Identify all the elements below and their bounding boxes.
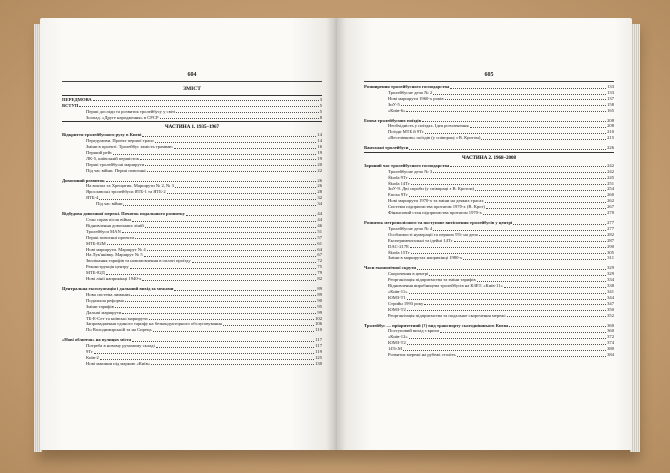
toc-entry-title: ЮМЗ-Т2	[388, 306, 406, 312]
dot-leader	[147, 250, 317, 251]
toc-entry-title: ЮМЗ-Т2	[388, 340, 406, 346]
toc-entry-title: Нові маршрути 1970-х та зміни на деяких трасах	[388, 198, 484, 204]
toc-entry-page: 64	[317, 246, 322, 252]
toc-entry-title: «Київ-6»	[388, 107, 406, 113]
dot-leader	[407, 344, 606, 345]
dot-leader	[409, 178, 606, 179]
toc-entry-title: Зоопад. «Друге народження» в СРСР	[86, 114, 159, 120]
toc-entry-title: Часи економічної скрути	[364, 265, 417, 271]
dot-leader	[422, 121, 606, 122]
toc-entry-title: Тролейбусне депо № 4	[388, 225, 433, 231]
toc-entry-page: 119	[315, 349, 322, 355]
toc-block	[62, 178, 322, 208]
dot-leader	[122, 232, 317, 233]
dot-leader	[486, 208, 606, 209]
toc-entry-title: ТБ-Е-Сет та київські маршрути	[86, 315, 148, 321]
toc-entry-title: Тролейбусне депо № 3	[388, 168, 433, 174]
toc-entry-title: ВСТУП	[62, 102, 79, 108]
dot-leader	[457, 356, 607, 357]
dot-leader	[106, 181, 317, 182]
dot-leader	[99, 199, 316, 200]
toc-entry-title: Перші повоєнні проекти	[86, 234, 134, 240]
dot-leader	[156, 347, 314, 348]
dot-leader	[132, 341, 314, 342]
toc-entry-page: 329	[607, 265, 614, 271]
dot-leader	[481, 139, 606, 140]
toc-entry-page: 90	[317, 297, 322, 303]
toc-entry-title: Перші досліди та розвиток тролейбусу у світі	[86, 108, 176, 114]
toc-entry-page: 34	[317, 201, 322, 207]
toc-entry-page: 344	[607, 294, 614, 300]
dot-leader	[454, 241, 607, 242]
dot-leader	[131, 295, 316, 296]
dot-leader	[406, 111, 606, 112]
toc-entry-title: Розвиток мережі на рубежі століть	[388, 352, 456, 358]
dot-leader	[411, 184, 606, 185]
toc-entry-page: 79	[317, 270, 322, 276]
toc-entry-page: 5	[319, 102, 322, 108]
toc-entry-title: На Лук'янівку. Маршрут № 5	[86, 252, 143, 258]
chapter-title: ЧАСТИНА 2. 1968–2008	[461, 155, 517, 161]
dot-leader	[485, 202, 606, 203]
toc-entry-page: 102	[315, 315, 322, 321]
toc-entry-title: Škoda 9Тг	[388, 174, 408, 180]
dot-leader	[513, 224, 606, 225]
toc-entry-page: 360	[607, 322, 614, 328]
toc-block	[364, 220, 614, 261]
dot-leader	[477, 281, 606, 282]
toc-entry-page: 14	[317, 138, 322, 144]
toc-entry-page: 165	[607, 107, 614, 113]
dot-leader	[192, 262, 317, 263]
dot-leader	[475, 190, 606, 191]
toc-entry-title: Перші тролейбусні маршрути	[86, 161, 145, 167]
toc-entry-page: 61	[317, 240, 322, 246]
toc-entry-title: ЯТБ-4	[86, 195, 99, 201]
dot-leader	[223, 325, 314, 326]
toc-entry-title: Передумови. Проект першої траси	[86, 138, 154, 144]
toc-entry-page: 72	[317, 258, 322, 264]
toc-entry-title: Škoda 14Тг	[388, 180, 410, 186]
dot-leader	[176, 112, 318, 113]
toc-entry-title: Вантажні тролейбуси	[364, 145, 409, 151]
dot-leader	[155, 142, 317, 143]
dot-leader	[409, 196, 606, 197]
dot-leader	[433, 230, 606, 231]
toc-entry-title: Перший рейс	[86, 149, 113, 155]
toc-entry-title: Реконструкція центру	[86, 264, 129, 270]
toc-entry-page: 347	[607, 300, 614, 306]
dot-leader	[140, 159, 316, 160]
toc-entry-title: Тролейбус — пріоритетний (?) вид транспорту сьогоднішнього Києва	[364, 322, 509, 328]
toc-entry-title: По Володимирській та на Сирець	[86, 327, 152, 333]
toc-entry-title: Потреба в новому рухомому складі	[86, 343, 155, 349]
toc-entry-page: 374	[607, 340, 614, 346]
toc-entry-page: 117	[315, 337, 322, 343]
dot-leader	[122, 313, 316, 314]
toc-entry-title: Реорганізація підприємства та зміни тарифів	[388, 277, 476, 283]
toc-block	[364, 323, 614, 358]
toc-entry-page: 372	[607, 334, 614, 340]
toc-entry-title: 9Тг	[86, 349, 93, 355]
dot-leader	[153, 331, 315, 332]
toc-entry-page: 254	[607, 186, 614, 192]
dot-leader	[160, 118, 319, 119]
page-number-right: 605	[484, 72, 494, 78]
toc-entry-title: Системи підприємства протягом 1970-х (В. Крот)	[388, 204, 485, 210]
toc-entry-title: «Веселівкою» поїздів (у співпраці з В. Кротом)	[388, 135, 481, 141]
left-page	[40, 18, 336, 450]
dot-leader	[450, 88, 606, 89]
toc-heading: ЗМІСТ	[183, 86, 201, 92]
dot-leader	[479, 235, 606, 236]
toc-entry-page: 350	[607, 306, 614, 312]
toc-entry-title: Зміни в проекті. Тролейбус замість трамваю	[86, 144, 173, 150]
dot-leader	[417, 269, 606, 270]
toc-entry-title: Зволікання тарифів та новомовлення в оплаті проїзду	[86, 258, 191, 264]
toc-entry-page: 19	[317, 155, 322, 161]
toc-entry-title: ЮМЗ-Т1	[388, 294, 406, 300]
toc-entry-title: «Київ-12»	[388, 334, 408, 340]
dot-leader	[167, 193, 317, 194]
toc-entry-page: 117	[315, 343, 322, 349]
toc-entry-title: Розширення тролейбусного господарства	[364, 84, 450, 89]
dot-leader	[429, 275, 606, 276]
toc-entry-page: 89	[317, 291, 322, 297]
toc-entry-title: Зміни тарифів	[86, 303, 114, 309]
dot-leader	[174, 148, 317, 149]
toc-block	[62, 211, 322, 282]
toc-entry-title: Епоха 9Тг	[388, 192, 408, 198]
toc-entry-title: Епоха тролейбусних поїздів	[364, 117, 422, 123]
dot-leader	[463, 259, 606, 260]
dot-leader	[483, 214, 606, 215]
toc-entry-page: 28	[317, 189, 322, 195]
toc-entry-page: 26	[317, 177, 322, 183]
toc-entry-page: 338	[607, 283, 614, 289]
divider	[62, 121, 322, 122]
dot-leader	[186, 215, 316, 216]
toc-entry-title: Зміни в маршрутах наприкінці 1980-х	[388, 255, 463, 261]
toc-entry-page: 311	[607, 255, 614, 261]
toc-entry-page: 380	[607, 346, 614, 352]
toc-entry-title: Відкриття тролейбусного руху в Києві	[62, 132, 142, 138]
dot-leader	[507, 316, 606, 317]
dot-leader	[149, 319, 315, 320]
header-rule	[62, 81, 322, 82]
toc-entry-page: 20	[317, 161, 322, 167]
toc-entry-title: ЗиУ-5	[388, 101, 400, 107]
dot-leader	[145, 227, 317, 228]
toc-entry-title: Тролейбуси МАN	[86, 228, 121, 234]
toc-entry-page: 5	[319, 108, 322, 114]
open-book	[30, 18, 640, 458]
book-gutter	[326, 18, 346, 450]
toc-entry-title: ЗиУ-9. Дві спроби (у співпраці з В. Кротом)	[388, 186, 475, 192]
dot-leader	[424, 304, 606, 305]
dot-leader	[151, 364, 314, 365]
toc-entry-title: «Нові обличчя» на вулицях міста	[62, 337, 132, 343]
toc-entry-page: 329	[607, 271, 614, 277]
toc-entry-title: Під час війни	[96, 201, 123, 207]
toc-entry-page: 89	[317, 285, 322, 291]
dot-leader	[144, 256, 317, 257]
dot-leader	[407, 310, 606, 311]
dot-leader	[79, 106, 318, 107]
toc-entry-title: Відновлення довоєнних ліній	[86, 222, 144, 228]
toc-entry-title: Нові лінії наприкінці 1940-х	[86, 276, 142, 282]
toc-entry-page: 110	[315, 327, 322, 333]
toc-block	[364, 145, 614, 151]
toc-entry-page: 384	[607, 352, 614, 358]
toc-entry-page: 260	[607, 192, 614, 198]
dot-leader	[409, 338, 606, 339]
toc-entry-title: Нові машини під маркою «Київ»	[86, 360, 151, 366]
toc-entry-page: 352	[607, 312, 614, 318]
dot-leader	[403, 350, 606, 351]
dot-leader	[470, 127, 607, 128]
toc-entry-title: Центральна експлуатація і дальший вихід за межами	[62, 285, 174, 291]
divider	[364, 152, 614, 153]
dot-leader	[425, 133, 606, 134]
toc-entry-title: «Київ-11»	[388, 288, 408, 294]
toc-entry-page: 44	[317, 217, 322, 222]
toc-block	[364, 118, 614, 142]
toc-entry-title: Дальші маршрути	[86, 309, 122, 315]
dot-leader	[433, 172, 606, 173]
toc-entry-title: Нові маршрути. Маршрут № 4	[86, 246, 146, 252]
toc-entry-title: 14Тг.М	[388, 346, 402, 352]
dot-leader	[130, 268, 317, 269]
toc-entry-title: Нова система лиманих	[86, 291, 131, 297]
dot-leader	[410, 247, 606, 248]
toc-entry-page: 137	[607, 95, 614, 101]
toc-entry-title: Поступовий вихід з кризи	[388, 328, 439, 334]
dot-leader	[135, 238, 317, 239]
toc-entry-title: Під час війни. Перші повоєнні	[86, 167, 146, 173]
dot-leader	[509, 326, 606, 327]
toc-entry-page: 26	[317, 183, 322, 189]
dot-leader	[504, 287, 606, 288]
toc-entry-title: DAC-217E	[388, 243, 409, 249]
dot-leader	[445, 99, 607, 100]
toc-entry-page: 208	[607, 123, 614, 129]
toc-entry-page: 51	[317, 228, 322, 234]
toc-block	[62, 132, 322, 173]
toc-entry-page: 106	[315, 321, 322, 327]
toc-entry-page: 75	[317, 264, 322, 270]
toc-entry-page: 95	[317, 303, 322, 309]
dot-leader	[113, 154, 316, 155]
toc-entry	[62, 361, 322, 367]
toc-entry-title: Довоєнний розвиток	[62, 177, 105, 183]
toc-entry-title: На вокзал та Хрещатик. Маршрути № 2, № 3	[86, 183, 174, 189]
dot-leader	[132, 221, 316, 222]
toc-entry-page: 82	[317, 276, 322, 282]
toc-entry-title: Подальша реформа	[86, 297, 124, 303]
chapter-title: ЧАСТИНА 1. 1935–1967	[164, 125, 220, 131]
toc-entry-page: 341	[607, 288, 614, 294]
dot-leader	[450, 166, 606, 167]
dot-leader	[409, 293, 607, 294]
toc-entry-page: 251	[607, 180, 614, 186]
toc-entry-page: 277	[607, 220, 614, 226]
toc-entry-page: 57	[317, 234, 322, 240]
toc-entry-title: Відновлення виробництва тролейбусів на КЗЕТ. «Київ-11»	[388, 283, 503, 289]
toc-entry-title: Скорочення в центрі	[388, 271, 429, 277]
toc-section-entry	[364, 145, 614, 151]
toc-entry-title: Ярославські тролейбуси ЯТБ-1 та ЯТБ-2	[86, 189, 166, 195]
dot-leader	[115, 307, 317, 308]
dot-leader	[94, 353, 314, 354]
dot-leader	[409, 149, 606, 150]
toc-entry	[364, 352, 614, 358]
page-number-left: 604	[187, 72, 197, 78]
dot-leader	[401, 105, 606, 106]
dot-leader	[142, 280, 316, 281]
toc-entry-page: 226	[607, 145, 614, 151]
toc-entry-title: Зоряний час тролейбусного господарства	[364, 162, 450, 168]
toc-entry-title: Відбудова довоєнної мережі. Початок подальшого розвитку	[62, 211, 185, 217]
toc-entry-page: 133	[607, 84, 614, 89]
toc-entry-page: 22	[317, 167, 322, 173]
toc-entry-title: МТБ-82Д	[86, 270, 105, 276]
toc-entry-page: 44	[317, 211, 322, 217]
toc-entry-page: 32	[317, 195, 322, 201]
toc-entry-page: 208	[607, 117, 614, 123]
dot-leader	[440, 332, 606, 333]
toc-entry-page: 267	[607, 204, 614, 210]
toc-entry-page: 19	[317, 149, 322, 155]
toc-entry-page: 262	[607, 198, 614, 204]
toc-entry-page: 334	[607, 277, 614, 283]
toc-entry-page: 242	[607, 162, 614, 168]
toc-entry-page: 130	[315, 360, 322, 366]
toc-entry-page: 158	[607, 101, 614, 107]
toc-entry-page: 16	[317, 144, 322, 150]
toc-entry-title: Фінансовий стан підприємства протягом 1970-х	[388, 210, 482, 216]
dot-leader	[123, 205, 316, 206]
toc-entry-page: 133	[607, 89, 614, 95]
toc-entry-page: 215	[607, 135, 614, 141]
toc-entry-title: Реорганізація підприємства та подальше скорочення мережі	[388, 312, 506, 318]
toc-entry	[62, 115, 322, 121]
dot-leader	[411, 253, 606, 254]
toc-block	[364, 265, 614, 318]
toc-entry-page: 282	[607, 231, 614, 237]
toc-entry-page: 287	[607, 237, 614, 243]
header-rule	[364, 81, 614, 82]
toc-entry-page: 67	[317, 252, 322, 258]
dot-leader	[142, 136, 316, 137]
dot-leader	[175, 187, 317, 188]
toc-block	[62, 286, 322, 333]
toc-entry-title: Запровадження єдиного тарифу на безкондукторного обслуговування	[86, 321, 222, 327]
toc-entry-title: Особливості нумерації та перших 9Тг на депо	[388, 231, 479, 237]
toc-entry-title: Škoda 15Тг	[388, 249, 410, 255]
toc-entry-page: 305	[607, 249, 614, 255]
dot-leader	[93, 100, 319, 101]
toc-entry-title: Київ-2	[86, 354, 99, 360]
dot-leader	[407, 299, 606, 300]
dot-leader	[106, 274, 317, 275]
toc-entry-page: 125	[315, 354, 322, 360]
dot-leader	[433, 94, 606, 95]
toc-entry-page: 46	[317, 222, 322, 228]
dot-leader	[125, 301, 317, 302]
toc-entry-title: МТБ-82М	[86, 240, 106, 246]
toc-entry-title: ПЕРЕДМОВА	[62, 96, 92, 102]
toc-entry-title: Експериментальні та ідейні 14Тг	[388, 237, 453, 243]
toc-block	[62, 97, 322, 121]
toc-entry-page: 8	[319, 114, 322, 120]
toc-entry-title: ЛК-5, київський першісток	[86, 155, 139, 161]
right-page	[336, 18, 632, 450]
toc-entry-title: Розвиток метрополісного та поступове витіснення тролейбусів у центрі	[364, 220, 513, 226]
toc-block	[62, 337, 322, 367]
toc-block	[364, 163, 614, 216]
divider	[62, 95, 322, 96]
dot-leader	[100, 359, 314, 360]
toc-entry-page: 360	[607, 328, 614, 334]
toc-entry-title: Стан справ після війни	[86, 217, 132, 222]
dot-leader	[174, 290, 316, 291]
toc-entry-title: Нові маршрути 1960-х років	[388, 95, 444, 101]
toc-entry-title: Стрийн 1993 року	[388, 300, 424, 306]
toc-entry-page: 245	[607, 174, 614, 180]
dot-leader	[107, 244, 317, 245]
toc-entry-title: Необхідність у поїздах. Ідея розчленення	[388, 123, 469, 129]
toc-entry-page: 3	[319, 96, 322, 102]
toc-block	[364, 84, 614, 114]
toc-entry-page: 242	[607, 168, 614, 174]
dot-leader	[145, 165, 316, 166]
toc-entry-page: 210	[607, 129, 614, 135]
toc-entry-page: 14	[317, 132, 322, 138]
toc-entry-page: 277	[607, 225, 614, 231]
toc-entry-page: 99	[317, 309, 322, 315]
toc-entry-title: Тролейбусне депо № 2	[388, 89, 433, 95]
toc-entry-page: 290	[607, 243, 614, 249]
dot-leader	[147, 171, 317, 172]
toc-entry-title: Поїзди МТБ й 9Тг	[388, 129, 424, 135]
toc-entry-page: 270	[607, 210, 614, 216]
